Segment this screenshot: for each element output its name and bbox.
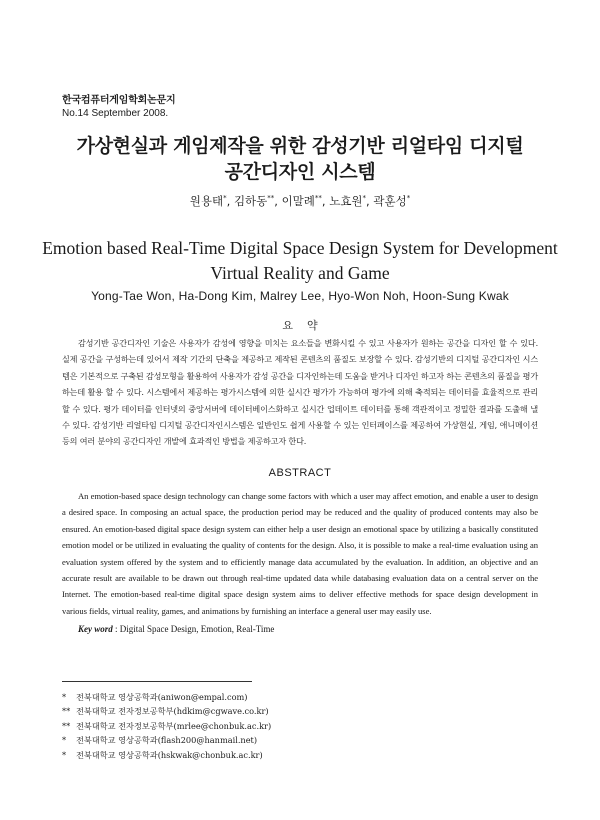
keywords-value: : Digital Space Design, Emotion, Real-Time xyxy=(115,624,275,634)
author-korean: 김하동** xyxy=(233,194,275,208)
title-english xyxy=(40,236,560,286)
journal-issue: No.14 September 2008. xyxy=(62,108,169,119)
footnotes xyxy=(62,690,271,762)
authors-english: Yong-Tae Won, Ha-Dong Kim, Malrey Lee, Hyo-Won Noh, Hoon-Sung Kwak xyxy=(91,289,509,303)
title-korean-line-2: 공간디자인 시스템 xyxy=(224,161,376,183)
authors-korean: 원용태*, 김하동**, 이말례**, 노효원*, 곽훈성* xyxy=(189,194,411,208)
footnote-item: * 전북대학교 영상공학과(flash200@hanmail.net) xyxy=(62,735,258,746)
title-english-line-1: Emotion based Real-Time Digital Space Design System for Development xyxy=(42,238,558,258)
title-korean xyxy=(30,133,570,185)
footnote-divider xyxy=(62,681,252,682)
title-english-line-2: Virtual Reality and Game xyxy=(210,263,390,283)
abstract-english-heading: ABSTRACT xyxy=(268,467,332,479)
abstract-korean-heading: 요약 xyxy=(282,319,332,332)
keywords-label: Key word xyxy=(78,624,113,634)
footnote-item: * 전북대학교 영상공학과(aniwon@empal.com) xyxy=(62,692,248,702)
abstract-english-body: An emotion-based space design technology can change some factors with which a user may affect emotion, and enable a user to design a desired space. In composing an actual space, the production period may be reduced and the quality of produced contents may also be ensured. An emotion-based digital space design system can either help a user design an emotional space by utilizing a basically constituted emotion model or be utilized in evaluating the quality of contents for the design. Also, it is possible to make a real-time evaluation using an evaluation system offered by the system and to efficiently manage data accumulated by the evaluation. In addition, an objective and an accurate result are available to be drawn out through real-time updated data while databasing evaluation data on a central server on the Internet. The emotion-based real-time digital space design system aims to deliver effective methods for space design development in various fields, virtual reality, games, and animations by furnishing an interface a general user may easily use. xyxy=(62,491,538,616)
title-korean-line-1: 가상현실과 게임제작을 위한 감성기반 리얼타임 디지털 xyxy=(76,135,524,157)
keywords xyxy=(78,624,274,634)
author-korean: 노효원* xyxy=(329,194,367,208)
author-korean: 곽훈성* xyxy=(373,194,411,208)
author-korean: 이말례** xyxy=(281,194,322,208)
footnote-item: ** 전북대학교 전자정보공학부(mrlee@chonbuk.ac.kr) xyxy=(62,720,272,731)
author-korean: 원용태* xyxy=(189,194,227,208)
journal-name: 한국컴퓨터게임학회논문지 xyxy=(62,95,176,106)
journal-header xyxy=(62,94,176,120)
abstract-korean-body: 감성기반 공간디자인 기술은 사용자가 감성에 영향을 미치는 요소들을 변화시킬 수 있고 사용자가 원하는 공간을 디자인 할 수 있다. 실제 공간을 구성하는데 있어서 제작 기간의 단축을 제공하고 제작된 콘텐츠의 품질도 보장할 수 있다. 감성기반의 디지털 공간디자인 시스템은 기본적으로 구축된 감성모형을 활용하여 사용자가 감성 공간을 디자인하는데 도움을 받거나 디자인 하고자 하는 콘텐츠의 품질을 평가하는데 활용 할 수 있다. 시스템에서 제공하는 평가시스템에 의한 실시간 평가가 가능하며 평가에 의해 축적되는 데이터를 효율적으로 관리할 수 있다. 평가 데이터를 인터넷의 중앙서버에 데이터베이스화하고 실시간 업데이트 데이터를 통해 객관적이고 정밀한 결과를 도출해 낼 수 있다. 감성기반 리얼타임 디지털 공간디자인시스템은 일반인도 쉽게 사용할 수 있는 인터페이스를 제공하여 가상현실, 게임, 애니메이션 등의 여러 분야의 공간디자인 개발에 효과적인 방법을 제공하고자 한다. xyxy=(62,338,538,447)
footnote-item: ** 전북대학교 전자정보공학부(hdkim@cgwave.co.kr) xyxy=(62,706,269,717)
footnote-item: * 전북대학교 영상공학과(hskwak@chonbuk.ac.kr) xyxy=(62,749,263,760)
